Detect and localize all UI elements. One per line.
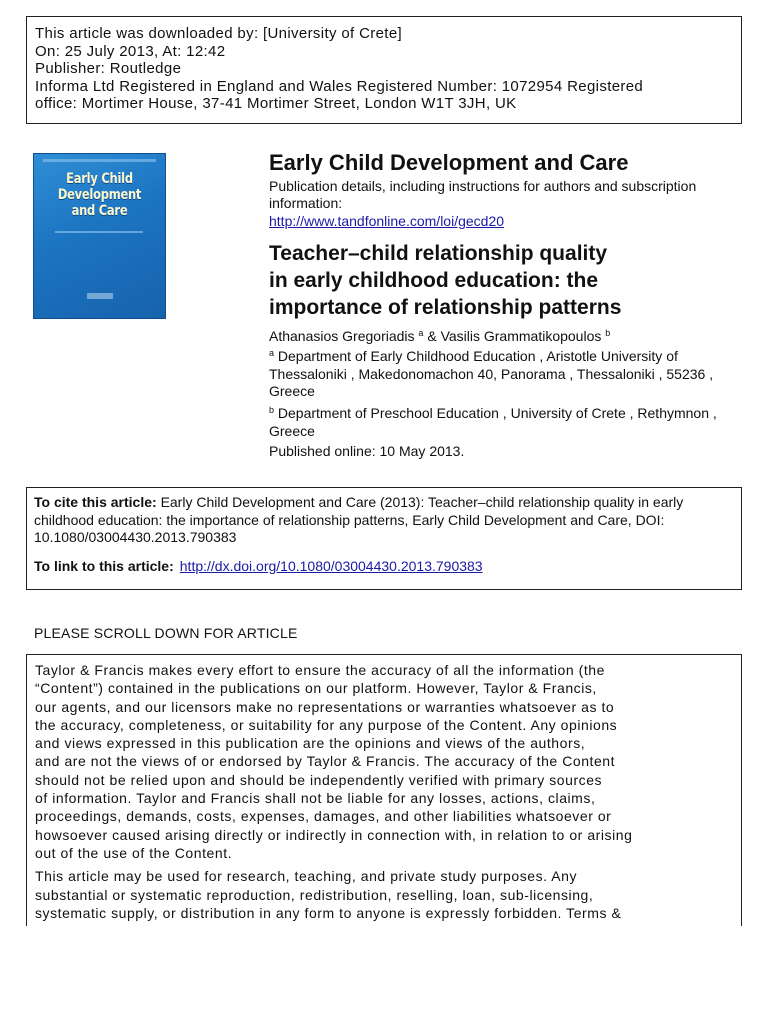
link-label: To link to this article: <box>34 557 174 574</box>
cover-editor-line <box>55 231 143 233</box>
disclaimer-line: Taylor & Francis makes every effort to ensure the accuracy of all the information (the <box>35 662 605 678</box>
disclaimer-line: our agents, and our licensors make no representations or warranties whatsoever as to <box>35 698 615 715</box>
disclaimer-line: This article may be used for research, teaching, and private study purposes. Any <box>35 868 578 885</box>
disclaimer-paragraph <box>35 661 741 862</box>
article-title <box>269 240 739 321</box>
author-joiner: & <box>423 328 441 344</box>
cover-title <box>48 171 151 219</box>
affiliation-marker: b <box>269 405 275 415</box>
article-link-row <box>34 558 734 575</box>
download-line: This article was downloaded by: [University of Crete] <box>35 25 403 42</box>
disclaimer-line: of information. Taylor and Francis shall not be liable for any losses, actions, claims, <box>35 790 596 807</box>
disclaimer-line: howsoever caused arising directly or indirectly in connection with, in relation to or arising <box>35 826 633 843</box>
article-title-line: importance of relationship patterns <box>269 296 622 319</box>
download-line: On: 25 July 2013, At: 12:42 <box>35 42 226 60</box>
disclaimer-line: should not be relied upon and should be independently verified with primary sources <box>35 771 603 788</box>
download-line: Informa Ltd Registered in England and Wales Registered Number: 1072954 Registered <box>35 77 644 95</box>
download-info-box <box>26 16 742 124</box>
disclaimer-line: and views expressed in this publication are the opinions and views of the authors, <box>35 735 586 752</box>
publication-details: Publication details, including instructions for authors and subscription information: <box>269 178 697 211</box>
affiliation-marker: b <box>605 328 611 338</box>
disclaimer-line: out of the use of the Content. <box>35 844 233 861</box>
scroll-notice: PLEASE SCROLL DOWN FOR ARTICLE <box>34 625 298 641</box>
journal-cover-image <box>33 153 166 319</box>
disclaimer-line: the accuracy, completeness, or suitability for any purpose of the Content. Any opinions <box>35 716 618 733</box>
cover-title-line: Development <box>57 187 142 203</box>
cite-label: To cite this article: <box>34 494 157 510</box>
affiliation-marker: a <box>269 348 275 358</box>
journal-link[interactable]: http://www.tandfonline.com/loi/gecd20 <box>269 213 505 229</box>
download-line: office: Mortimer House, 37-41 Mortimer Street, London W1T 3JH, UK <box>35 95 517 113</box>
author-name: Athanasios Gregoriadis <box>269 328 415 344</box>
author-name: Vasilis Grammatikopoulos <box>440 328 602 344</box>
download-line: Publisher: Routledge <box>35 60 182 78</box>
affiliation-text: Department of Preschool Education , University of Crete , Rethymnon , Greece <box>269 405 717 439</box>
disclaimer-line: systematic supply, or distribution in any form to anyone is expressly forbidden. Terms & <box>35 904 622 921</box>
article-title-line: Teacher–child relationship quality <box>269 242 608 265</box>
disclaimer-paragraph <box>35 867 741 922</box>
disclaimer-box <box>26 654 742 926</box>
disclaimer-line: substantial or systematic reproduction, redistribution, reselling, loan, sub-licensing, <box>35 886 594 903</box>
article-title-line: in early childhood education: the <box>269 269 599 292</box>
cover-publisher-mark <box>87 293 113 299</box>
cover-title-line: and Care <box>71 203 128 219</box>
affiliation-a <box>269 348 739 401</box>
disclaimer-line: and are not the views of or endorsed by Taylor & Francis. The accuracy of the Content <box>35 753 616 770</box>
affiliation-marker: a <box>418 328 424 338</box>
affiliation-b <box>269 405 739 440</box>
disclaimer-line: proceedings, demands, costs, expenses, damages, and other liabilities whatsoever or <box>35 808 612 825</box>
cover-header-strip <box>43 159 156 162</box>
disclaimer-line: “Content”) contained in the publications on our platform. However, Taylor & Francis, <box>35 680 597 697</box>
journal-title: Early Child Development and Care <box>269 150 629 175</box>
article-authors <box>269 328 610 346</box>
citation-box <box>26 487 742 590</box>
cover-title-line: Early Child <box>66 171 133 187</box>
affiliation-text: Department of Early Childhood Education , Aristotle University of Thessaloniki , Makedonomachon 40, Panorama , Thessaloniki , 55236 , Greece <box>269 348 714 399</box>
article-doi-link[interactable]: http://dx.doi.org/10.1080/03004430.2013.790383 <box>179 557 483 574</box>
published-date: Published online: 10 May 2013. <box>269 443 465 459</box>
cite-paragraph <box>34 494 734 547</box>
cite-text: Early Child Development and Care (2013): Teacher–child relationship quality in early childhood education: the importance of relationship patterns, Early Child Development and Care, DOI: 10.1080/03004430.2013.790383 <box>34 494 684 545</box>
